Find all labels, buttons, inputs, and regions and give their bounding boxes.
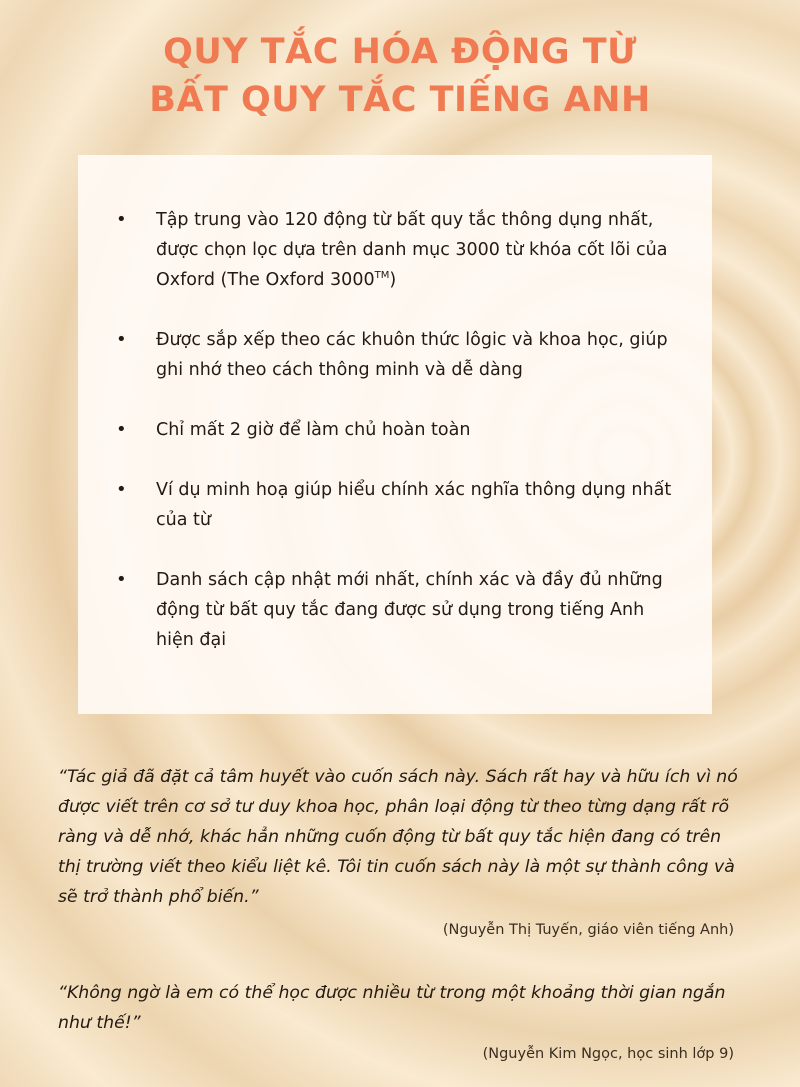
testimonial-quote-teacher: “Tác giả đã đặt cả tâm huyết vào cuốn sách này. Sách rất hay và hữu ích vì nó được viết trên cơ sở tư duy khoa học, phân loại động từ theo từng dạng rất rõ ràng và dễ nhớ, khác hẳn những cuốn động từ bất quy tắc hiện đang có trên thị trường viết theo kiểu liệt kê. Tôi tin cuốn sách này là một sự thành công và sẽ trở thành phổ biến.”	[58, 767, 738, 907]
testimonial-author-teacher: (Nguyễn Thị Tuyến, giáo viên tiếng Anh)	[442, 922, 734, 938]
feature-text: Được sắp xếp theo các khuôn thức lôgic và khoa học, giúp ghi nhớ theo cách thông minh và dễ dàng	[156, 330, 668, 380]
feature-text: Danh sách cập nhật mới nhất, chính xác và đầy đủ những động từ bất quy tắc đang được sử dụng trong tiếng Anh hiện đại	[156, 570, 663, 650]
feature-item-updated-list	[78, 565, 712, 655]
feature-text: Chỉ mất 2 giờ để làm chủ hoàn toàn	[156, 420, 471, 440]
testimonial-author-student: (Nguyễn Kim Ngọc, học sinh lớp 9)	[482, 1046, 734, 1062]
feature-item-logic	[78, 325, 712, 385]
title-line-1: QUY TẮC HÓA ĐỘNG TỪ	[163, 32, 637, 72]
bullet-icon: •	[116, 479, 127, 500]
testimonial-quote-student: “Không ngờ là em có thể học được nhiều từ trong một khoảng thời gian ngắn như thế!”	[58, 983, 726, 1033]
feature-item-oxford	[78, 205, 712, 295]
feature-text: Ví dụ minh hoạ giúp hiểu chính xác nghĩa thông dụng nhất của từ	[156, 480, 672, 530]
feature-text-suffix: )	[389, 270, 397, 290]
bullet-icon: •	[116, 419, 127, 440]
title-line-2: BẤT QUY TẮC TIẾNG ANH	[149, 80, 651, 120]
bullet-icon: •	[116, 329, 127, 350]
feature-text: Tập trung vào 120 động từ bất quy tắc thông dụng nhất, được chọn lọc dựa trên danh mục 3000 từ khóa cốt lõi của Oxford (The Oxford 3000	[156, 210, 668, 290]
trademark-mark: TM	[374, 270, 390, 282]
bullet-icon: •	[116, 569, 127, 590]
bullet-icon: •	[116, 209, 127, 230]
feature-item-examples	[78, 475, 712, 535]
features-panel	[78, 155, 712, 714]
feature-item-two-hours	[78, 415, 712, 445]
features-list	[78, 205, 712, 685]
page-title	[0, 28, 800, 124]
